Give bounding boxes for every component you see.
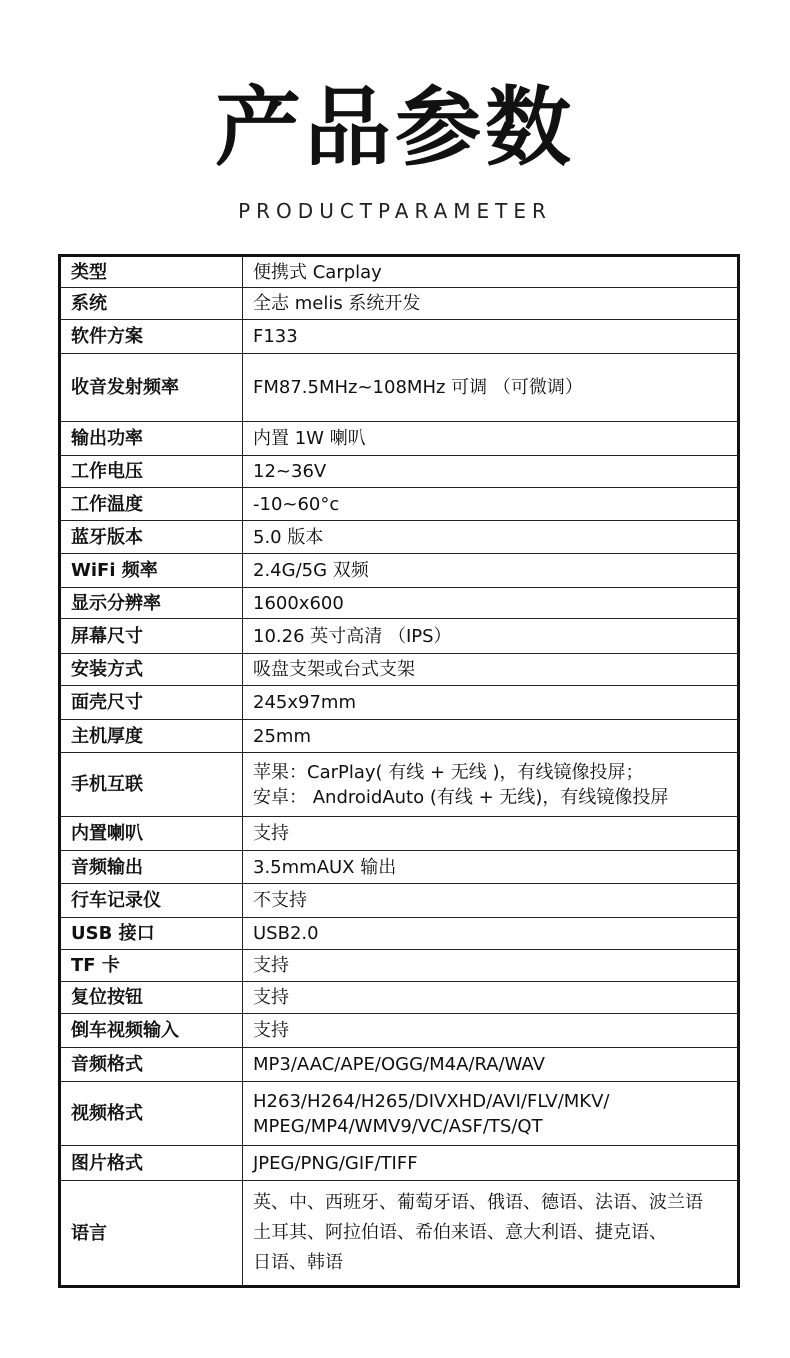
table-row	[60, 521, 739, 554]
table-row	[60, 753, 739, 817]
value-line: MPEG/MP4/WMV9/VC/ASF/TS/QT	[253, 1115, 543, 1137]
value-line: 2.4G/5G 双频	[253, 560, 369, 581]
param-value	[243, 982, 739, 1014]
value-line: 安卓： AndroidAuto (有线 + 无线)，有线镜像投屏	[253, 786, 669, 808]
param-value	[243, 521, 739, 554]
table-row	[60, 1048, 739, 1082]
table-row	[60, 354, 739, 422]
table-row	[60, 1014, 739, 1048]
param-label: 视频格式	[60, 1082, 243, 1146]
param-label: 内置喇叭	[60, 817, 243, 851]
table-row	[60, 686, 739, 720]
param-value	[243, 1048, 739, 1082]
param-label: 行车记录仪	[60, 884, 243, 918]
param-label: 类型	[60, 256, 243, 288]
value-line: 土耳其、阿拉伯语、希伯来语、意大利语、捷克语、	[253, 1222, 667, 1243]
value-line: 日语、韩语	[253, 1252, 343, 1273]
param-value	[243, 753, 739, 817]
value-line: 苹果：CarPlay( 有线 + 无线 )，有线镜像投屏；	[253, 761, 644, 783]
param-label: USB 接口	[60, 918, 243, 950]
param-label: 工作温度	[60, 488, 243, 521]
param-label: 主机厚度	[60, 720, 243, 753]
value-line: 25mm	[253, 725, 311, 747]
param-label: 手机互联	[60, 753, 243, 817]
value-line: 全志 melis 系统开发	[253, 293, 421, 314]
value-line: 12~36V	[253, 461, 327, 482]
parameter-table-body	[60, 256, 739, 1287]
param-label: 收音发射频率	[60, 354, 243, 422]
table-row	[60, 817, 739, 851]
param-value	[243, 256, 739, 288]
param-label: 蓝牙版本	[60, 521, 243, 554]
value-line: 支持	[253, 955, 289, 976]
table-row	[60, 654, 739, 686]
param-value	[243, 884, 739, 918]
param-value	[243, 950, 739, 982]
param-value	[243, 654, 739, 686]
param-value	[243, 354, 739, 422]
product-parameter-table	[58, 254, 740, 1288]
param-label: 屏幕尺寸	[60, 619, 243, 654]
table-row	[60, 422, 739, 456]
param-label: 工作电压	[60, 456, 243, 488]
param-label: 复位按钮	[60, 982, 243, 1014]
table-row	[60, 488, 739, 521]
page-subtitle: PRODUCTPARAMETER	[238, 199, 552, 223]
table-row	[60, 720, 739, 753]
param-value	[243, 320, 739, 354]
value-line: 英、中、西班牙、葡萄牙语、俄语、德语、法语、波兰语	[253, 1192, 703, 1213]
param-value	[243, 1014, 739, 1048]
param-value	[243, 554, 739, 588]
param-label: 音频格式	[60, 1048, 243, 1082]
param-value	[243, 851, 739, 884]
table-row	[60, 588, 739, 619]
value-line: 支持	[253, 1020, 289, 1041]
param-value	[243, 488, 739, 521]
value-line: 吸盘支架或台式支架	[253, 659, 415, 680]
value-line: H263/H264/H265/DIVXHD/AVI/FLV/MKV/	[253, 1090, 610, 1112]
value-line: 3.5mmAUX 输出	[253, 856, 397, 878]
table-row	[60, 884, 739, 918]
table-row	[60, 554, 739, 588]
table-row	[60, 851, 739, 884]
table-row	[60, 288, 739, 320]
param-label: 语言	[60, 1181, 243, 1287]
value-line: MP3/AAC/APE/OGG/M4A/RA/WAV	[253, 1054, 545, 1075]
param-value	[243, 918, 739, 950]
value-line: JPEG/PNG/GIF/TIFF	[253, 1152, 418, 1174]
value-line: 1600x600	[253, 592, 344, 614]
value-line: F133	[253, 326, 298, 347]
param-value	[243, 686, 739, 720]
value-line: 支持	[253, 823, 289, 844]
param-label: 软件方案	[60, 320, 243, 354]
table-row	[60, 1181, 739, 1287]
param-label: TF 卡	[60, 950, 243, 982]
param-label: WiFi 频率	[60, 554, 243, 588]
value-line: -10~60°c	[253, 493, 340, 515]
param-value	[243, 456, 739, 488]
param-label: 安装方式	[60, 654, 243, 686]
value-line: 245x97mm	[253, 692, 356, 713]
param-label: 倒车视频输入	[60, 1014, 243, 1048]
table-row	[60, 950, 739, 982]
table-row	[60, 256, 739, 288]
param-value	[243, 619, 739, 654]
param-value	[243, 588, 739, 619]
page-title: 产品参数	[215, 78, 575, 178]
param-value	[243, 422, 739, 456]
value-line: USB2.0	[253, 923, 319, 944]
value-line: 内置 1W 喇叭	[253, 428, 366, 449]
table-row	[60, 982, 739, 1014]
table-row	[60, 619, 739, 654]
param-label: 音频输出	[60, 851, 243, 884]
table-row	[60, 456, 739, 488]
value-line: 不支持	[253, 890, 307, 911]
param-value	[243, 288, 739, 320]
value-line: 10.26 英寸高清 （IPS）	[253, 625, 452, 647]
param-label: 面壳尺寸	[60, 686, 243, 720]
param-value	[243, 1146, 739, 1181]
value-line: FM87.5MHz~108MHz 可调 （可微调）	[253, 377, 583, 398]
table-row	[60, 918, 739, 950]
value-line: 5.0 版本	[253, 526, 324, 548]
table-row	[60, 320, 739, 354]
param-value	[243, 817, 739, 851]
param-value	[243, 1181, 739, 1287]
param-label: 输出功率	[60, 422, 243, 456]
param-label: 图片格式	[60, 1146, 243, 1181]
param-label: 系统	[60, 288, 243, 320]
value-line: 便携式 Carplay	[253, 261, 382, 283]
table-row	[60, 1082, 739, 1146]
param-value	[243, 1082, 739, 1146]
param-value	[243, 720, 739, 753]
value-line: 支持	[253, 987, 289, 1008]
table-row	[60, 1146, 739, 1181]
param-label: 显示分辨率	[60, 588, 243, 619]
